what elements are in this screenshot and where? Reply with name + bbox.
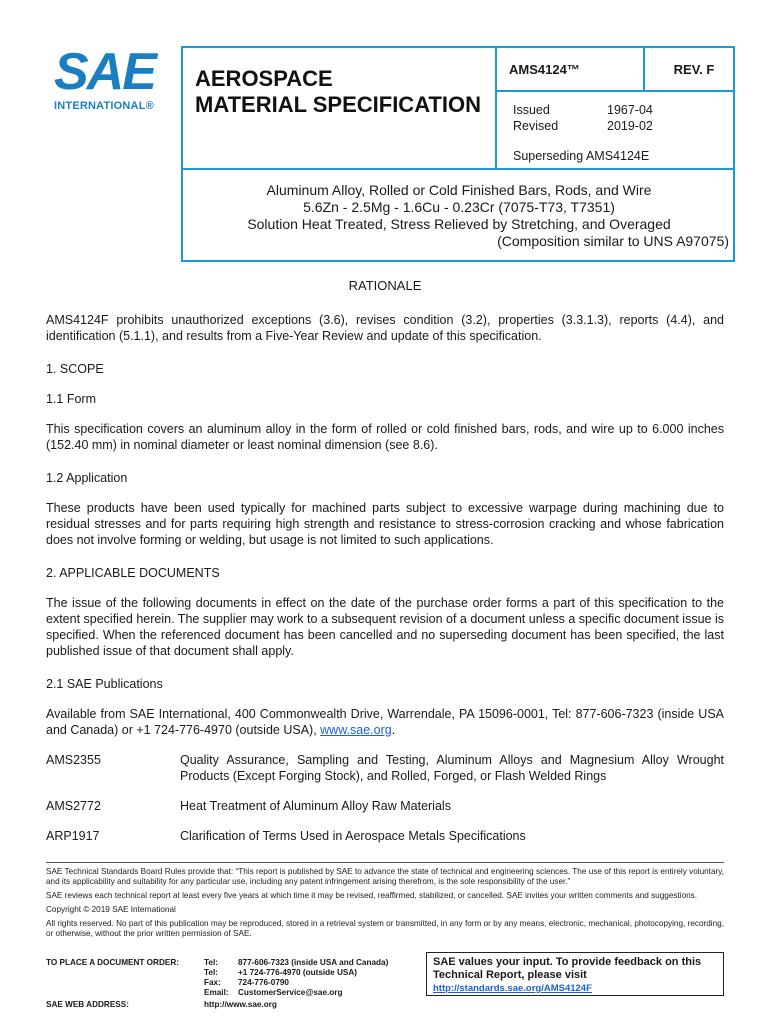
feedback-line-1: SAE values your input. To provide feedback on this	[433, 956, 702, 968]
sae-publications-body: Available from SAE International, 400 Commonwealth Drive, Warrendale, PA 15096-0001, Tel: 877-606-7323 (inside USA and Canada) or +1 724-776-4970 (outside USA),	[46, 707, 724, 737]
email-label: Email:	[204, 988, 229, 997]
header-divider	[183, 168, 735, 170]
subject-line-2: 5.6Zn - 2.5Mg - 1.6Cu - 0.23Cr (7075-T73, T7351)	[303, 199, 615, 215]
footer-divider	[46, 862, 724, 863]
logo-subtitle: INTERNATIONAL®	[54, 100, 154, 112]
footer-notices	[46, 867, 724, 943]
specification-header	[181, 46, 735, 262]
review-notice: SAE reviews each technical report at least every five years at which time it may be revised, reaffirmed, stabilized, or cancelled. SAE invites your written comments and suggestions.	[46, 891, 698, 900]
document-subject	[187, 182, 731, 250]
header-divider	[643, 48, 645, 92]
feedback-link[interactable]: http://standards.sae.org/AMS4124F	[433, 983, 592, 994]
reference-document-id: AMS2772	[46, 799, 101, 813]
fax-number: 724-776-0790	[238, 978, 289, 987]
application-text: These products have been used typically for machined parts subject to excessive warpage during machining due to residual stresses and for parts requiring high strength and resistance to stress-corrosion cracking and whose fabrication does not involve forming or welding, but usage is not limited to such applications.	[46, 501, 724, 547]
logo-mark: SAE	[54, 43, 155, 101]
revised-label: Revised	[513, 119, 559, 133]
reference-document-row	[46, 828, 724, 844]
sae-logo	[54, 43, 164, 112]
application-heading: 1.2 Application	[46, 471, 128, 485]
sae-publications-heading: 2.1 SAE Publications	[46, 677, 163, 691]
copyright-notice: Copyright © 2019 SAE International	[46, 905, 176, 914]
standards-board-rules: SAE Technical Standards Board Rules provide that: “This report is published by SAE to advance the state of technical and engineering sciences. The use of this report is entirely voluntary, and its applicability and suitability for any particular use, including any patent infringement arising therefrom, is the sole responsibility of the user.”	[46, 867, 724, 886]
form-heading: 1.1 Form	[46, 392, 97, 406]
document-type-title	[195, 66, 495, 118]
scope-heading: 1. SCOPE	[46, 362, 104, 376]
subject-line-4: (Composition similar to UNS A97075)	[497, 233, 729, 249]
reference-document-title: Quality Assurance, Sampling and Testing, Aluminum Alloys and Magnesium Alloy Wrought Products (Except Forging Stock), and Rolled, Forged, or Flash Welded Rings	[180, 753, 724, 783]
feedback-line-2: Technical Report, please visit	[433, 969, 587, 981]
header-divider	[495, 90, 735, 92]
email-address[interactable]: CustomerService@sae.org	[238, 988, 343, 997]
reference-document-id: AMS2355	[46, 753, 101, 767]
issued-date: 1967-04	[607, 103, 653, 117]
issue-dates	[513, 102, 703, 134]
header-divider	[495, 48, 497, 168]
feedback-box	[426, 952, 724, 996]
reference-document-title: Heat Treatment of Aluminum Alloy Raw Materials	[180, 799, 451, 813]
tel-number-international: +1 724-776-4970 (outside USA)	[238, 968, 357, 977]
rights-notice: All rights reserved. No part of this publication may be reproduced, stored in a retrieval system or transmitted, in any form or by any means, electronic, mechanical, photocopying, recording, or otherwise, without the prior written permission of SAE.	[46, 919, 724, 938]
form-text: This specification covers an aluminum alloy in the form of rolled or cold finished bars, rods, and wire up to 6.000 inches (152.40 mm) in nominal diameter or least nominal dimension (see 8.6).	[46, 422, 724, 452]
sae-website-link[interactable]: www.sae.org	[320, 723, 392, 737]
title-line-1: AEROSPACE	[195, 66, 333, 91]
sae-publications-text	[46, 706, 724, 738]
reference-document-row	[46, 798, 724, 814]
spec-id: AMS4124™	[509, 62, 580, 77]
fax-label: Fax:	[204, 978, 221, 987]
applicable-documents-text: The issue of the following documents in effect on the date of the purchase order forms a part of this specification to the extent specified herein. The supplier may work to a subsequent revision of a document unless a specific document issue is specified. When the referenced document has been cancelled and no superseding document has been specified, the last published issue of that document shall apply.	[46, 596, 724, 658]
reference-document-title: Clarification of Terms Used in Aerospace Metals Specifications	[180, 829, 526, 843]
order-label: TO PLACE A DOCUMENT ORDER:	[46, 958, 179, 967]
reference-document-id: ARP1917	[46, 829, 100, 843]
superseding-note: Superseding AMS4124E	[513, 149, 650, 163]
revised-date: 2019-02	[607, 119, 653, 133]
subject-line-3: Solution Heat Treated, Stress Relieved by Stretching, and Overaged	[247, 216, 671, 232]
web-address-link[interactable]: http://www.sae.org	[204, 1000, 277, 1009]
issued-label: Issued	[513, 103, 550, 117]
title-line-2: MATERIAL SPECIFICATION	[195, 92, 481, 117]
applicable-documents-heading: 2. APPLICABLE DOCUMENTS	[46, 566, 220, 580]
tel-label: Tel:	[204, 968, 218, 977]
rationale-heading: RATIONALE	[348, 278, 422, 293]
revision-label: REV. F	[673, 62, 715, 77]
order-contact-info	[46, 958, 426, 998]
web-address	[46, 1000, 277, 1009]
tel-label: Tel:	[204, 958, 218, 967]
subject-line-1: Aluminum Alloy, Rolled or Cold Finished Bars, Rods, and Wire	[266, 182, 652, 198]
web-address-label: SAE WEB ADDRESS:	[46, 1000, 129, 1009]
tel-number-domestic: 877-606-7323 (inside USA and Canada)	[238, 958, 389, 967]
rationale-text: AMS4124F prohibits unauthorized exceptions (3.6), revises condition (3.2), properties (3.3.1.3), reports (4.4), and identification (5.1.1), and results from a Five-Year Review and update of this specification.	[46, 313, 724, 343]
reference-document-row	[46, 752, 724, 784]
document-body	[46, 278, 724, 844]
sae-publications-end: .	[391, 723, 396, 737]
